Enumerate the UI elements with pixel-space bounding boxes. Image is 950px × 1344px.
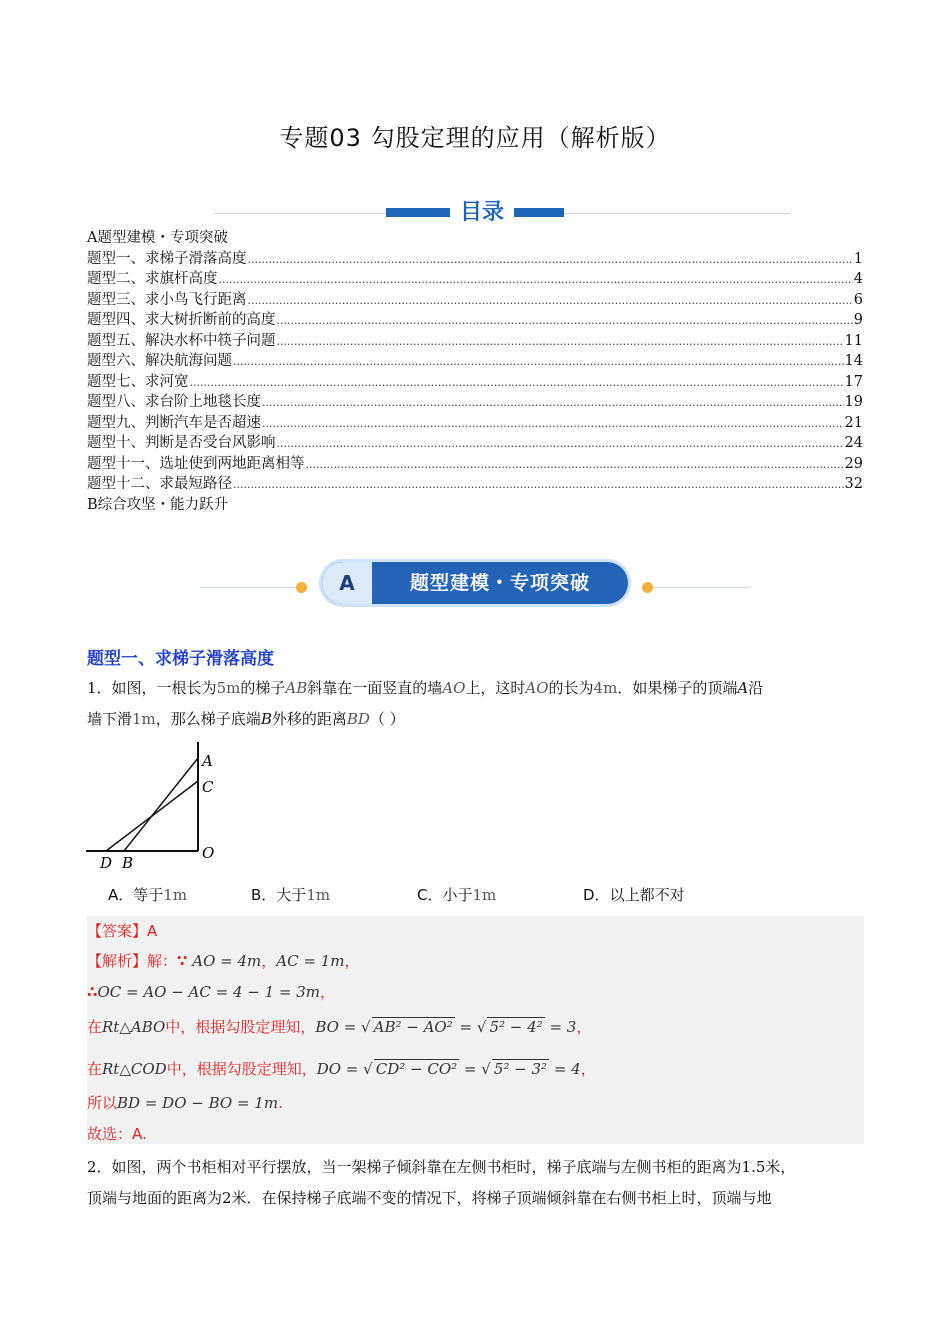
label-a: A xyxy=(202,752,213,770)
toc-item[interactable]: 题型十、判断是否受台风影响 ..... 24 xyxy=(87,433,863,454)
toc-item[interactable]: 题型一、求梯子滑落高度 ..... 1 xyxy=(87,249,863,270)
ladder-cd xyxy=(106,781,198,851)
analysis-line-6: 故选：A. xyxy=(87,1125,147,1143)
question-2: 2．如图，两个书柜相对平行摆放，当一架梯子倾斜靠在左侧书柜时，梯子底端与左侧书柜的距离为1.5米， 顶端与地面的距离为2米．在保持梯子底端不变的情况下，将梯子顶端倾斜靠在右侧书柜上时，顶端与地 xyxy=(87,1158,796,1207)
toc-item[interactable]: 题型九、判断汽车是否超速 ..... 21 xyxy=(87,413,863,434)
option-b[interactable]: B．大于1m xyxy=(251,886,331,904)
toc-item[interactable]: 题型六、解决航海问题 ..... 14 xyxy=(87,351,863,372)
toc-section-a[interactable]: A题型建模・专项突破 xyxy=(87,230,228,246)
label-o: O xyxy=(202,844,215,862)
toc-item[interactable]: 题型四、求大树折断前的高度 ..... 9 xyxy=(87,310,863,331)
toc-bar-left xyxy=(386,208,460,217)
answer-box xyxy=(87,916,864,1144)
banner-line-right xyxy=(642,587,750,588)
toc-banner xyxy=(214,198,790,230)
ladder-figure xyxy=(84,738,224,870)
label-d: D xyxy=(100,854,113,870)
section-heading: 题型一、求梯子滑落高度 xyxy=(87,649,274,669)
banner-letter: A xyxy=(339,571,355,595)
toc-item[interactable]: 题型七、求河宽 ..... 17 xyxy=(87,372,863,393)
toc-item[interactable]: 题型二、求旗杆高度 ..... 4 xyxy=(87,269,863,290)
document-title: 专题03 勾股定理的应用（解析版） xyxy=(279,124,671,152)
analysis-line-2: ∴OC = AO − AC = 4 − 1 = 3m， xyxy=(87,983,336,1001)
toc-item[interactable]: 题型五、解决水杯中筷子问题 ..... 11 xyxy=(87,331,863,352)
analysis-line-3: 在Rt△ABO中，根据勾股定理知，BO = √ AB² − AO² = √ 5² − 4² = 3， xyxy=(87,1018,592,1036)
banner-dot-right xyxy=(642,582,653,593)
analysis-line-5: 所以BD = DO − BO = 1m. xyxy=(87,1094,283,1112)
banner-dot-left xyxy=(296,582,307,593)
label-b: B xyxy=(122,854,134,870)
analysis-line-1: 【解析】解：∵ AO = 4m，AC = 1m， xyxy=(87,952,360,970)
toc-item[interactable]: 题型三、求小鸟飞行距离 ..... 6 xyxy=(87,290,863,311)
toc-item[interactable]: 题型十一、选址使到两地距离相等 ..... 29 xyxy=(87,454,863,475)
toc-section-b[interactable]: B综合攻坚・能力跃升 xyxy=(87,496,229,513)
toc-item[interactable]: 题型八、求台阶上地毯长度 ..... 19 xyxy=(87,392,863,413)
answer-line: 【答案】A xyxy=(87,922,158,940)
ladder-ab xyxy=(124,758,198,851)
label-c: C xyxy=(202,778,214,796)
banner-line-left xyxy=(200,587,308,588)
toc-item[interactable]: 题型十二、求最短路径 ..... 32 xyxy=(87,474,863,495)
banner-text: 题型建模・专项突破 xyxy=(409,572,590,594)
option-a[interactable]: A．等于1m xyxy=(108,886,188,904)
option-d[interactable]: D．以上都不对 xyxy=(583,886,685,904)
option-c[interactable]: C．小于1m xyxy=(417,886,497,904)
question-1: 1．如图，一根长为5m的梯子AB斜靠在一面竖直的墙AO上，这时AO的长为4m．如果梯子的顶端A沿 墙下滑1m，那么梯子底端B外移的距离BD（ ） xyxy=(87,679,764,728)
toc-heading: 目录 xyxy=(450,198,514,228)
table-of-contents xyxy=(87,228,863,515)
section-a-banner xyxy=(190,560,760,612)
banner-pill xyxy=(322,562,628,604)
analysis-line-4: 在Rt△COD中，根据勾股定理知，DO = √ CD² − CO² = √ 5² − 3² = 4， xyxy=(87,1060,596,1078)
